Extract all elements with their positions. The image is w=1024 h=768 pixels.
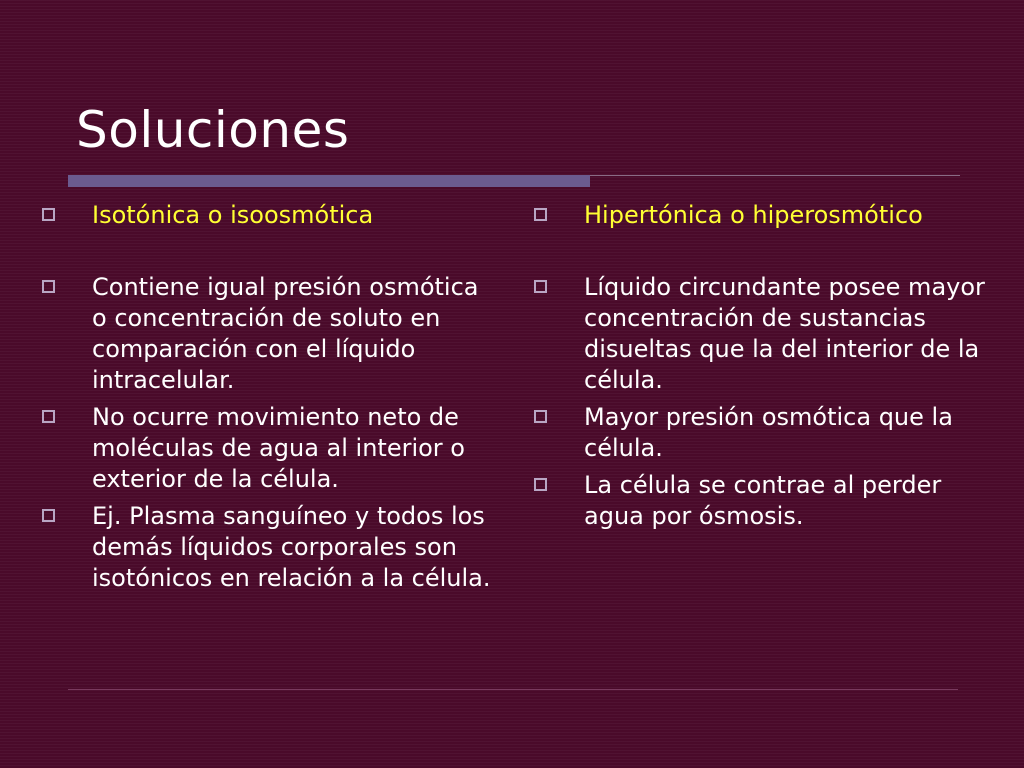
right-bullet-text: Mayor presión osmótica que la célula. (584, 403, 953, 462)
title-divider-line (590, 175, 960, 176)
left-heading-text: Isotónica o isoosmótica (92, 201, 374, 229)
right-bullet-text: La célula se contrae al perder agua por ósmosis. (584, 471, 942, 530)
right-bullet-text: Líquido circundante posee mayor concentración de sustancias disueltas que la del interior de la célula. (584, 273, 985, 394)
right-bullet-item (532, 272, 988, 396)
right-bullet-item (532, 470, 988, 532)
left-bullet-item (40, 501, 496, 594)
title-accent-bar (68, 175, 590, 187)
left-bullet-item (40, 402, 496, 495)
square-bullet-icon (534, 410, 547, 423)
left-column (40, 200, 496, 600)
left-bullet-text: No ocurre movimiento neto de moléculas de agua al interior o exterior de la célula. (92, 403, 465, 493)
bottom-divider-line (68, 689, 958, 690)
square-bullet-icon (42, 410, 55, 423)
right-bullet-item (532, 402, 988, 464)
slide-title: Soluciones (76, 101, 350, 159)
left-column-heading (40, 200, 496, 231)
square-bullet-icon (534, 478, 547, 491)
right-heading-text: Hipertónica o hiperosmótico (584, 201, 923, 229)
square-bullet-icon (534, 280, 547, 293)
left-bullet-text: Contiene igual presión osmótica o concentración de soluto en comparación con el líquido intracelular. (92, 273, 479, 394)
square-bullet-icon (42, 509, 55, 522)
square-bullet-icon (42, 208, 55, 221)
right-column-heading (532, 200, 988, 231)
square-bullet-icon (534, 208, 547, 221)
left-bullet-text: Ej. Plasma sanguíneo y todos los demás líquidos corporales son isotónicos en relación a la célula. (92, 502, 491, 592)
left-bullet-item (40, 272, 496, 396)
right-column (532, 200, 988, 538)
square-bullet-icon (42, 280, 55, 293)
